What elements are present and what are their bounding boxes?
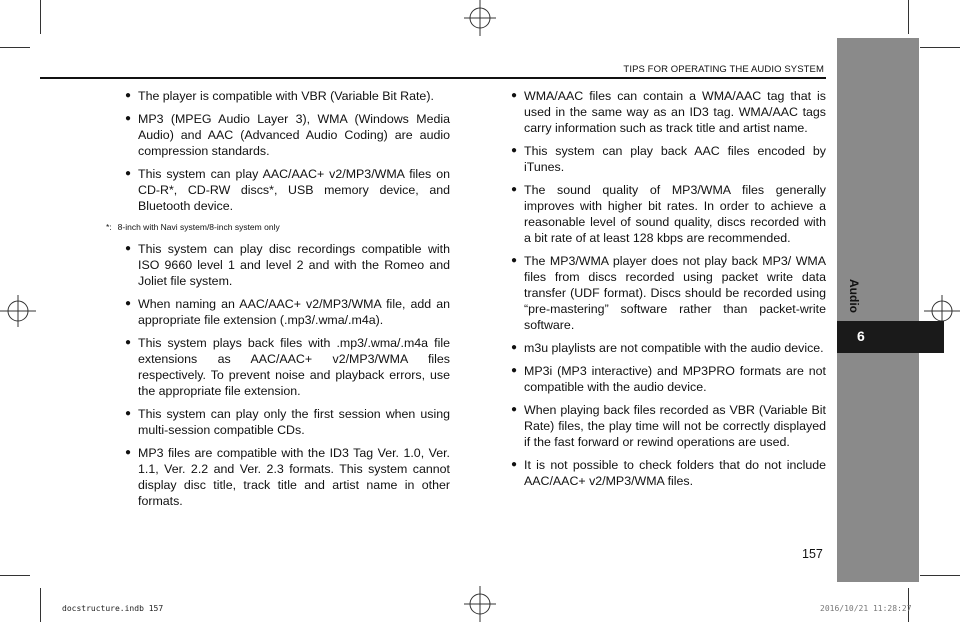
list-item: ● The MP3/WMA player does not play back MP3/ WMA files from discs recorded using packet write data transfer (UDF format). Discs should be recorded using “pre-mastering” software rather than packet-write software. bbox=[511, 254, 826, 332]
crop-mark bbox=[920, 47, 960, 48]
bullet: ● bbox=[511, 404, 518, 415]
list-item: ● WMA/AAC files can contain a WMA/AAC tag that is used in the same way as an ID3 tag. WMA/AAC tags carry information such as track title and artist name. bbox=[511, 89, 826, 135]
registration-mark bbox=[458, 0, 502, 44]
bullet: ● bbox=[511, 184, 518, 195]
footer-timestamp: 2016/10/21 11:28:27 bbox=[820, 604, 912, 613]
list-item: ● When naming an AAC/AAC+ v2/MP3/WMA file, add an appropriate file extension (.mp3/.wma/.m4a). bbox=[125, 297, 450, 327]
bullet: ● bbox=[125, 243, 132, 254]
list-item: ● This system can play AAC/AAC+ v2/MP3/WMA files on CD-R*, CD-RW discs*, USB memory device, and Bluetooth device. bbox=[125, 167, 450, 213]
bullet: ● bbox=[125, 337, 132, 348]
left-column bbox=[106, 88, 450, 516]
bullet: ● bbox=[511, 365, 518, 376]
list-item: ● This system can play only the first session when using multi-session compatible CDs. bbox=[125, 407, 450, 437]
bullet: ● bbox=[511, 255, 518, 266]
crop-mark bbox=[920, 575, 960, 576]
section-label: Audio bbox=[847, 279, 861, 313]
bullet: ● bbox=[511, 459, 518, 470]
running-header: TIPS FOR OPERATING THE AUDIO SYSTEM bbox=[623, 64, 824, 75]
list-item: ● This system plays back files with .mp3/.wma/.m4a file extensions as AAC/AAC+ v2/MP3/WMA files respectively. To prevent noise and playback errors, use the appropriate file extension. bbox=[125, 336, 450, 398]
footnote bbox=[106, 221, 450, 233]
footer-filename: docstructure.indb 157 bbox=[62, 604, 164, 613]
crop-mark bbox=[40, 0, 41, 34]
chapter-number: 6 bbox=[857, 328, 865, 344]
bullet: ● bbox=[125, 90, 132, 101]
crop-mark bbox=[40, 588, 41, 622]
bullet: ● bbox=[125, 168, 132, 179]
bullet: ● bbox=[125, 447, 132, 458]
list-item: ● This system can play disc recordings compatible with ISO 9660 level 1 and level 2 and with the Romeo and Joliet file system. bbox=[125, 242, 450, 288]
bullet: ● bbox=[511, 145, 518, 156]
page-number: 157 bbox=[802, 547, 823, 561]
registration-mark bbox=[458, 580, 502, 624]
registration-mark bbox=[0, 289, 44, 333]
footnote-mark: *: bbox=[106, 222, 112, 232]
crop-mark bbox=[0, 47, 30, 48]
header-rule bbox=[40, 77, 826, 79]
chapter-number-box bbox=[837, 321, 944, 353]
bullet: ● bbox=[125, 113, 132, 124]
list-item: ● The player is compatible with VBR (Variable Bit Rate). bbox=[125, 89, 434, 103]
footnote-text: 8-inch with Navi system/8-inch system only bbox=[117, 222, 280, 232]
crop-mark bbox=[0, 575, 30, 576]
list-item: ● MP3 (MPEG Audio Layer 3), WMA (Windows Media Audio) and AAC (Advanced Audio Coding) are audio compression standards. bbox=[125, 112, 450, 158]
bullet: ● bbox=[511, 90, 518, 101]
right-column bbox=[508, 88, 826, 496]
list-item: ● This system can play back AAC files encoded by iTunes. bbox=[511, 144, 826, 174]
bullet: ● bbox=[125, 408, 132, 419]
list-item: ● MP3 files are compatible with the ID3 Tag Ver. 1.0, Ver. 1.1, Ver. 2.2 and Ver. 2.3 formats. This system cannot display disc title, track title and artist name in other formats. bbox=[125, 446, 450, 508]
crop-mark bbox=[908, 0, 909, 34]
list-item: ● m3u playlists are not compatible with the audio device. bbox=[511, 341, 824, 355]
list-item: ● MP3i (MP3 interactive) and MP3PRO formats are not compatible with the audio device. bbox=[511, 364, 826, 394]
list-item: ● The sound quality of MP3/WMA files generally improves with higher bit rates. In order to achieve a reasonable level of sound quality, discs recorded with a bit rate of at least 128 kbps are recommended. bbox=[511, 183, 826, 245]
bullet: ● bbox=[511, 342, 518, 353]
bullet: ● bbox=[125, 298, 132, 309]
list-item: ● When playing back files recorded as VBR (Variable Bit Rate) files, the play time will not be correctly displayed if the fast forward or rewind operations are used. bbox=[511, 403, 826, 449]
list-item: ● It is not possible to check folders that do not include AAC/AAC+ v2/MP3/WMA files. bbox=[511, 458, 826, 488]
